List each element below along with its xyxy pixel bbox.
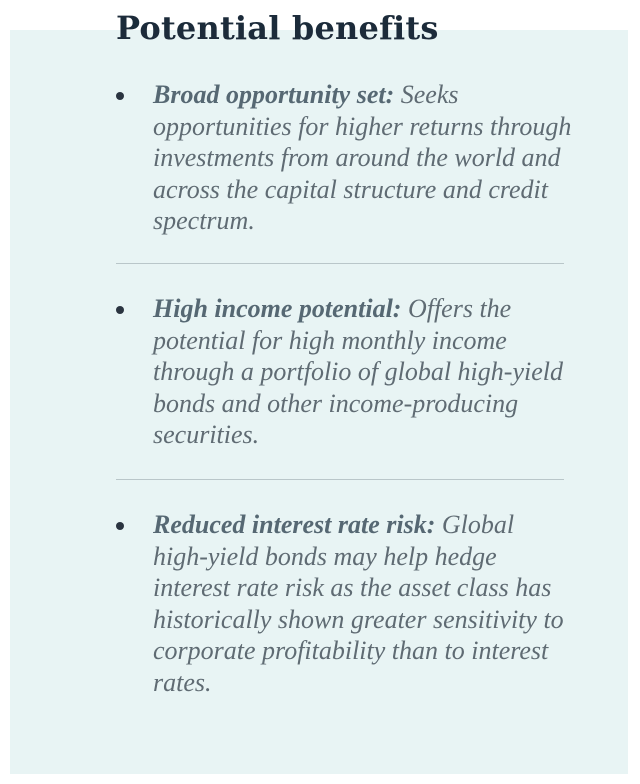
benefit-label: High income potential: xyxy=(153,294,402,323)
benefit-label: Broad opportunity set: xyxy=(153,80,395,109)
benefit-description: Offers the potential for high monthly income through a portfolio of global high-yield bonds and other income-producing securities. xyxy=(153,294,563,449)
benefit-text xyxy=(153,293,573,451)
benefit-text xyxy=(153,509,573,698)
divider xyxy=(116,263,564,264)
divider xyxy=(116,479,564,480)
bullet-icon xyxy=(116,522,124,530)
benefit-text xyxy=(153,79,573,237)
benefit-description: Global high-yield bonds may help hedge interest rate risk as the asset class has historically shown greater sensitivity to corporate profitability than to interest rates. xyxy=(153,510,564,697)
benefit-description: Seeks opportunities for higher returns through investments from around the world and across the capital structure and credit spectrum. xyxy=(153,80,572,235)
bullet-icon xyxy=(116,306,124,314)
benefit-label: Reduced interest rate risk: xyxy=(153,510,436,539)
bullet-icon xyxy=(116,92,124,100)
page-title: Potential benefits xyxy=(116,9,439,47)
